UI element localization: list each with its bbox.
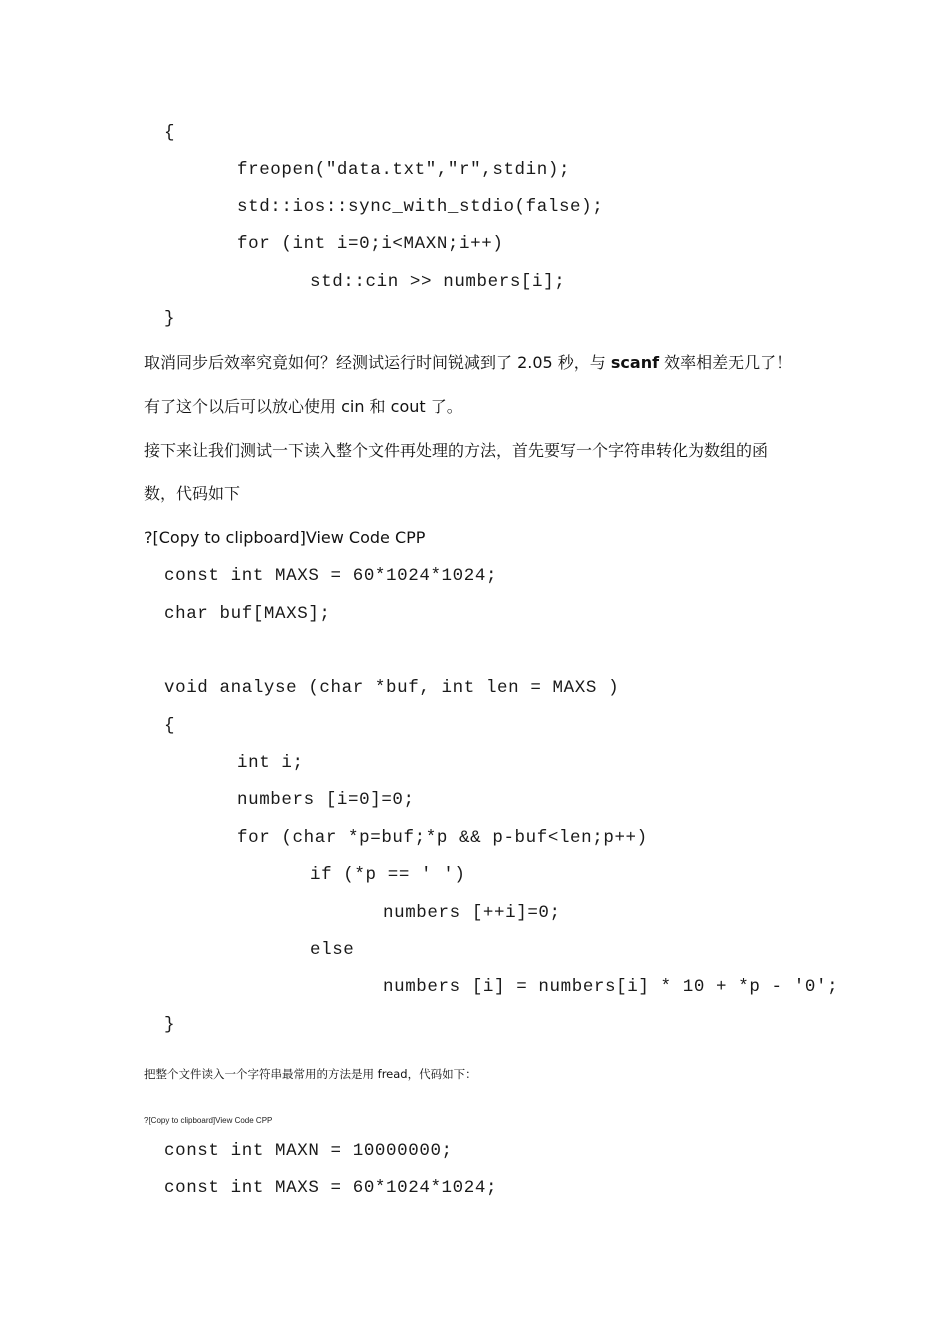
code-line: std::cin >> numbers[i]; bbox=[310, 272, 566, 292]
paragraph-read-file-line1: 接下来让我们测试一下读入整个文件再处理的方法，首先要写一个字符串转化为数组的函 bbox=[144, 441, 769, 460]
code-line: freopen("data.txt","r",stdin); bbox=[237, 160, 571, 180]
code-line: const int MAXS = 60*1024*1024; bbox=[164, 566, 498, 586]
code-line: char buf[MAXS]; bbox=[164, 604, 331, 624]
paragraph-text: 效率相差无几了！ bbox=[659, 353, 793, 372]
paragraph-read-file-line2: 数，代码如下 bbox=[144, 484, 241, 503]
code-line: else bbox=[310, 940, 355, 960]
code-line: for (int i=0;i<MAXN;i++) bbox=[237, 234, 504, 254]
code-line: void analyse (char *buf, int len = MAXS ) bbox=[164, 678, 620, 698]
copy-to-clipboard-link[interactable]: ?[Copy to clipboard]View Code CPP bbox=[144, 528, 426, 547]
paragraph-fread: 把整个文件读入一个字符串最常用的方法是用 fread，代码如下： bbox=[144, 1067, 477, 1081]
code-line: int i; bbox=[237, 753, 304, 773]
paragraph-text: 取消同步后效率究竟如何？经测试运行时间锐减到了 2.05 秒，与 bbox=[144, 353, 611, 372]
code-line: numbers [++i]=0; bbox=[383, 903, 561, 923]
copy-to-clipboard-link[interactable]: ?[Copy to clipboard]View Code CPP bbox=[144, 1116, 273, 1125]
code-line: const int MAXS = 60*1024*1024; bbox=[164, 1178, 498, 1198]
code-line: const int MAXN = 10000000; bbox=[164, 1141, 453, 1161]
code-line: } bbox=[164, 309, 176, 329]
paragraph-efficiency bbox=[144, 355, 792, 371]
code-line: } bbox=[164, 1015, 176, 1035]
code-line: numbers [i] = numbers[i] * 10 + *p - '0'; bbox=[383, 977, 839, 997]
code-line: numbers [i=0]=0; bbox=[237, 790, 415, 810]
code-line: { bbox=[164, 716, 176, 736]
code-line: { bbox=[164, 123, 176, 143]
paragraph-cin-cout: 有了这个以后可以放心使用 cin 和 cout 了。 bbox=[144, 397, 463, 416]
code-line: if (*p == ' ') bbox=[310, 865, 466, 885]
scanf-bold-text: scanf bbox=[610, 353, 660, 372]
code-line: std::ios::sync_with_stdio(false); bbox=[237, 197, 604, 217]
code-line: for (char *p=buf;*p && p-buf<len;p++) bbox=[237, 828, 648, 848]
